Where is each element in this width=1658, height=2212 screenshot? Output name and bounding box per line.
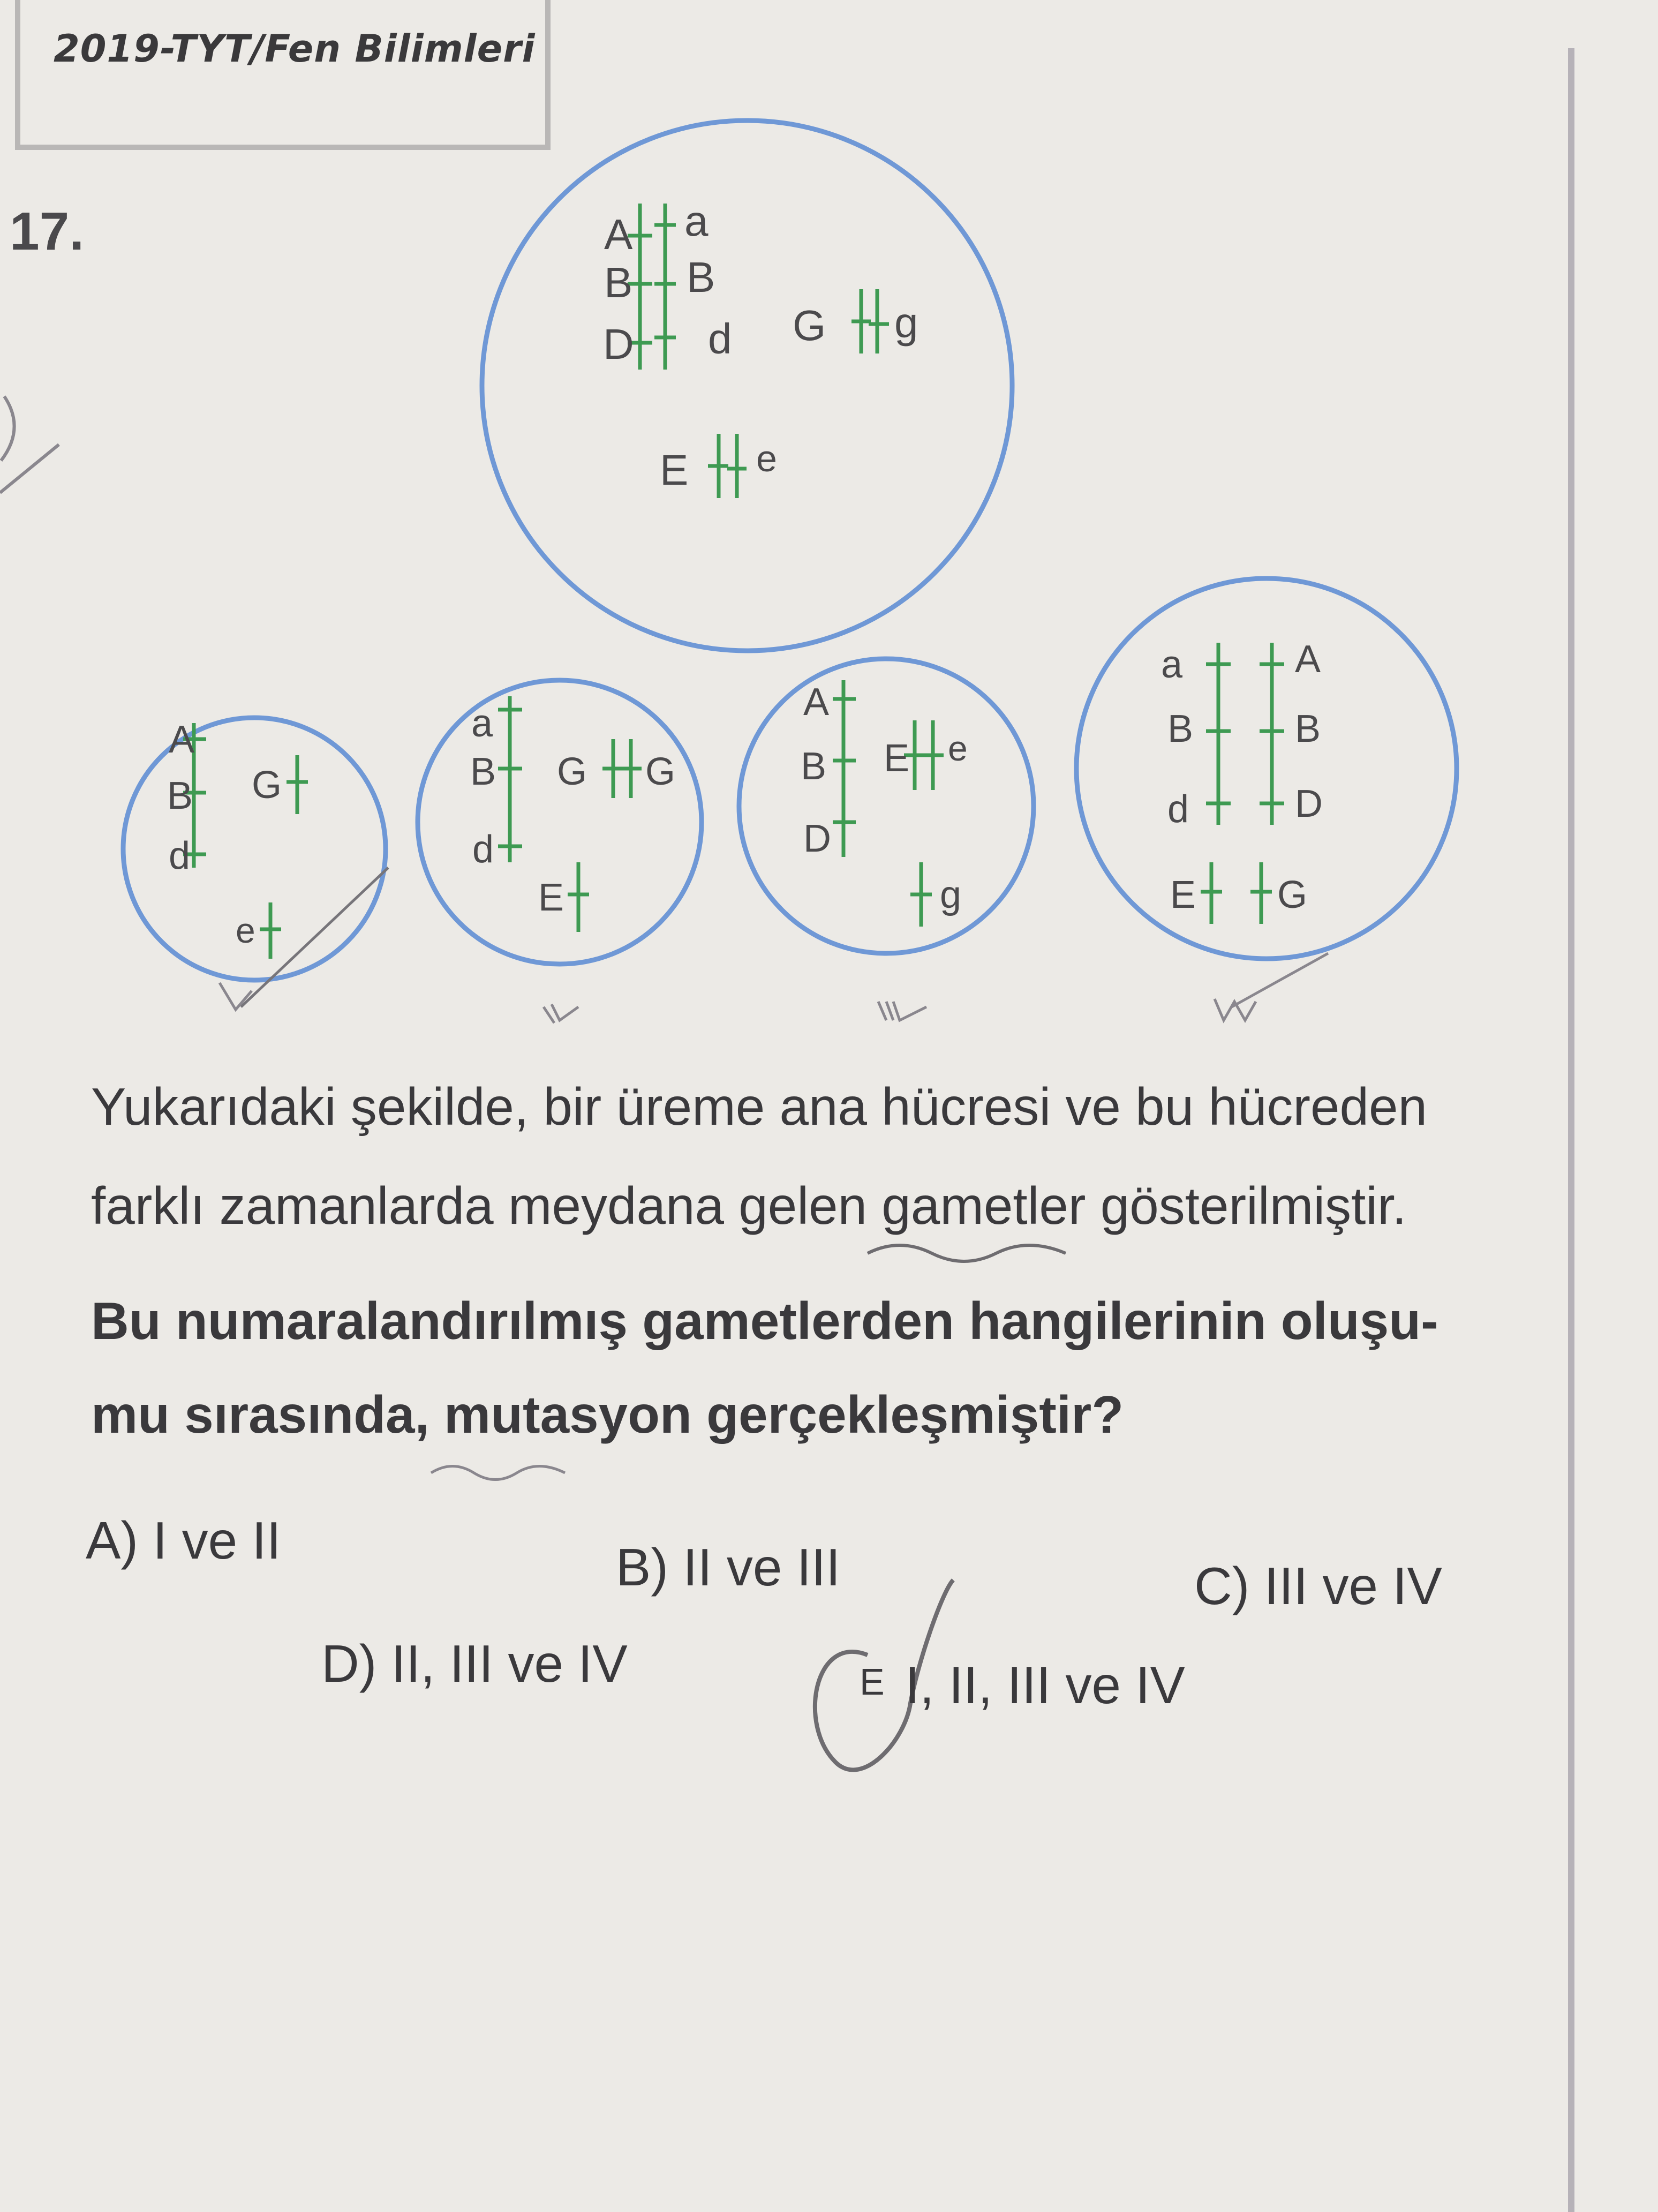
gamete-4-allele-d: d [1167,788,1189,831]
gamete-1-allele-A: A [169,718,195,761]
option-b[interactable]: B) II ve III [616,1538,841,1597]
mother-allele-B-left: B [604,259,633,306]
gamete-4-allele-A: A [1295,638,1321,681]
paragraph2-line1: Bu numaralandırılmış gametlerden hangilerinin oluşu- [91,1291,1438,1350]
option-e[interactable]: I, II, III ve IV [905,1656,1185,1714]
mother-pair-3 [708,434,747,498]
gamete-3-allele-B: B [801,745,827,788]
gamete-2-allele-B: B [470,750,496,793]
gamete-1-allele-d: d [169,834,191,877]
gamete-4 [1076,578,1457,959]
option-c[interactable]: C) III ve IV [1194,1556,1442,1615]
gamete-4-roman-IV [1215,953,1328,1020]
gamete-3-chromosomes [833,680,944,927]
gamete-3-allele-e: e [948,728,968,768]
gamete-4-chromosomes [1201,643,1284,924]
mother-cell [482,121,1012,651]
gamete-3-roman-III [878,1002,926,1020]
gamete-3-allele-A: A [803,681,830,724]
gamete-2 [418,680,702,964]
mother-allele-A: A [604,210,633,258]
paragraph1-line2: farklı zamanlarda meydana gelen gametler gösterilmiştir. [91,1176,1407,1235]
gamete-3-allele-D: D [803,817,831,860]
option-e-letter[interactable]: E [860,1661,885,1703]
gamete-2-allele-G1: G [557,750,587,793]
gamete-4-allele-E: E [1170,874,1196,916]
gamete-3-allele-g: g [940,874,962,916]
gamete-4-allele-a: a [1161,643,1183,686]
mother-allele-G: G [793,302,826,349]
underline-mutasyon [431,1466,565,1480]
gamete-1-strike [241,868,388,1007]
mother-allele-E: E [660,446,689,494]
gamete-1-allele-G: G [252,764,282,807]
header-title: 2019-TYT/Fen Bilimleri [54,27,536,71]
mother-allele-e: e [756,438,777,479]
mother-allele-B-right: B [687,253,715,301]
gamete-1-allele-e: e [236,911,255,950]
gamete-3-allele-E: E [884,737,910,780]
mother-allele-a: a [684,197,709,245]
gamete-1-roman-I [220,983,252,1010]
underline-gametler [868,1245,1066,1261]
gamete-2-roman-II [544,1004,578,1023]
gamete-4-allele-B-left: B [1167,708,1194,750]
gamete-2-allele-d: d [472,828,494,871]
mother-pair-1 [628,204,676,370]
mother-pair-2 [851,289,889,353]
gamete-2-chromosomes [498,696,642,932]
mother-allele-d: d [708,315,732,363]
paragraph1-line1: Yukarıdaki şekilde, bir üreme ana hücresi ve bu hücreden [91,1077,1427,1136]
mother-allele-g: g [894,299,918,347]
gamete-1-allele-B: B [167,774,193,817]
question-number: 17. [10,201,85,261]
gamete-4-allele-B-right: B [1295,708,1321,750]
paragraph2-line2: mu sırasında, mutasyon gerçekleşmiştir? [91,1385,1124,1444]
gamete-2-allele-a: a [471,702,493,745]
gamete-2-allele-E: E [538,876,564,919]
mother-allele-D: D [603,320,634,368]
option-a[interactable]: A) I ve II [86,1511,281,1570]
pencil-mark-left [0,396,59,493]
gamete-4-allele-D: D [1295,783,1323,825]
option-d[interactable]: D) II, III ve IV [321,1634,628,1693]
gamete-3 [739,659,1034,953]
gamete-4-allele-G: G [1277,874,1308,916]
gamete-2-allele-G2: G [645,750,676,793]
